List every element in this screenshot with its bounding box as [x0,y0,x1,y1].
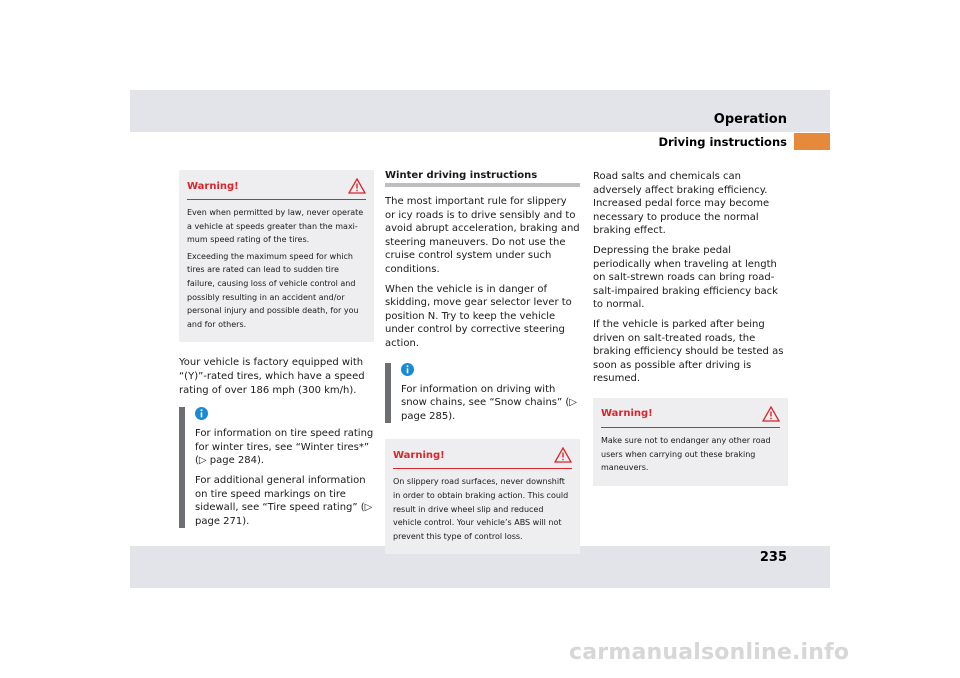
warning-title: Warning! [601,408,653,420]
subsection-title: Driving instructions [658,135,787,149]
warning-title: Warning! [393,449,445,461]
watermark-url: carmanualsonline.info [569,640,850,665]
section-title: Operation [713,112,787,127]
road-salt-paragraph-1: Road salts and chemicals can adversely affect braking efficiency. Increased pedal force may become necessary to produce the normal braking effect. [593,171,770,237]
column-3 [593,170,788,486]
warning-text-1: Even when permitted by law, never operate a vehicle at speeds greater than the maxi-mum speed rating of the tires. [187,208,364,245]
info-icon [401,363,414,376]
winter-paragraph-1: The most important rule for slippery or icy roads is to drive sensibly and to avoid abrupt acceleration, braking and steering maneuvers. Do not use the cruise control system under such conditions. [385,196,580,275]
warning-text: Make sure not to endanger any other road users when carrying out these braking maneuvers. [601,435,771,473]
warning-triangle-icon [348,178,366,194]
road-salt-paragraph-2: Depressing the brake pedal periodically when traveling at length on salt-strewn roads can bring road-salt-impaired braking efficiency back to normal. [593,244,778,311]
section-tab-marker [794,133,830,150]
warning-triangle-icon [554,447,572,463]
warning-header [187,178,366,200]
warning-box-downshift [385,439,580,554]
snow-chains-info-text: For information on driving with snow chains, see “Snow chains” (▷ page 285). [401,383,577,422]
tire-rating-paragraph: Your vehicle is factory equipped with “(Y)”-rated tires, which have a speed rating of over 186 mph (300 km/h). [179,357,365,396]
info-text-2: For additional general information on tire speed markings on tire sidewall, see “Tire speed rating” (▷ page 271). [195,474,373,527]
warning-triangle-icon [762,406,780,422]
warning-box-tire-speed [179,170,374,342]
warning-text: On slippery road surfaces, never downshift in order to obtain braking action. This could result in drive wheel slip and reduced vehicle control. Your vehicle’s ABS will not prevent this type of control loss. [393,477,569,541]
warning-title: Warning! [187,180,239,192]
winter-driving-heading: Winter driving instructions [385,170,580,187]
warning-header [393,447,572,469]
warning-text-2: Exceeding the maximum speed for which tires are rated can lead to sudden tire failure, causing loss of vehicle control and possibly resulting in an accident and/or personal injury and possible death, for you and for others. [187,251,359,329]
column-2 [385,170,580,554]
warning-header [601,406,780,428]
info-icon [195,407,208,420]
winter-paragraph-2: When the vehicle is in danger of skidding, move gear selector lever to position N. Try to keep the vehicle under control by corrective steering action. [385,283,572,349]
info-box-tire-speed [179,407,374,528]
page-number: 235 [759,550,787,565]
info-box-snow-chains [385,363,580,424]
warning-box-braking [593,398,788,486]
column-1 [179,170,374,534]
road-salt-paragraph-3: If the vehicle is parked after being driven on salt-treated roads, the braking efficiency should be tested as soon as possible after driving is resumed. [593,318,784,385]
info-text-1: For information on tire speed rating for winter tires, see “Winter tires*” (▷ page 284). [195,428,374,467]
